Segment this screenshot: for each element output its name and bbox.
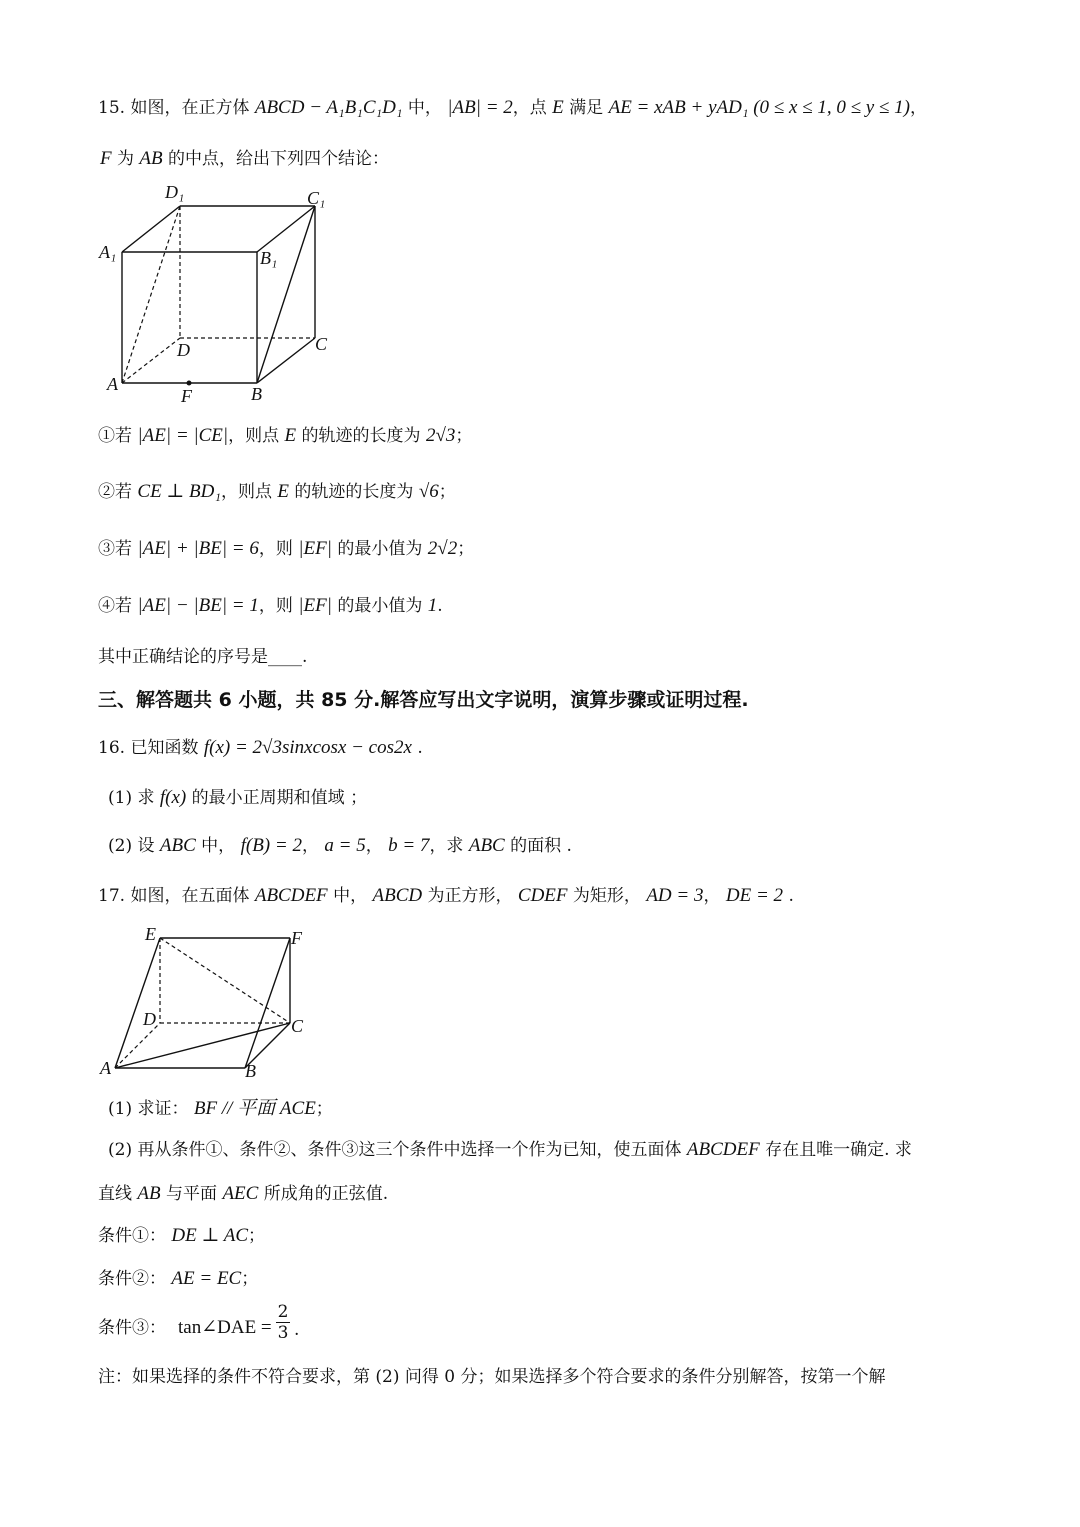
label-d: D: [143, 1009, 156, 1029]
q17-text: 中，: [327, 886, 373, 906]
q16-p2-text: ，: [301, 836, 325, 856]
c2-text: ；: [438, 482, 456, 502]
c3-ef: |EF|: [298, 538, 332, 559]
q16-text: 16. 已知函数: [98, 738, 204, 758]
vector-condition: AE = xAB + yAD₁ (0 ≤ x ≤ 1, 0 ≤ y ≤ 1): [608, 97, 910, 118]
point-f: F: [100, 148, 112, 169]
label-a: A: [107, 374, 118, 394]
c1-text: 的轨迹的长度为: [296, 426, 426, 446]
square-name: ABCD: [372, 885, 423, 906]
c4-math: |AE| − |BE| = 1: [137, 595, 259, 616]
label-c: C: [315, 334, 328, 354]
segment-ab: AB: [139, 148, 163, 169]
c3-text: ③若: [98, 539, 138, 559]
q17-p1-text: (1) 求证：: [108, 1099, 194, 1119]
de-length: DE = 2: [725, 885, 784, 906]
q15-text: 为: [111, 149, 140, 169]
cond2-math: AE = EC: [171, 1268, 242, 1289]
q16-p1-text: 的最小正周期和值域 ；: [186, 788, 368, 808]
label-d1: D₁: [165, 182, 185, 202]
edge-ad: [122, 338, 180, 383]
edge-bc: [257, 338, 315, 383]
q17-line1: [98, 884, 794, 908]
c3-text: ，则: [258, 539, 299, 559]
q17-p2-text: 存在且唯一确定. 求: [759, 1140, 912, 1160]
edge-a1d1: [122, 206, 180, 252]
q15-line1: [98, 96, 927, 120]
diag-ad1: [122, 206, 180, 383]
c4-text: .: [437, 596, 443, 616]
q17-p2-text: (2) 再从条件①、条件②、条件③这三个条件中选择一个作为已知，使五面体: [108, 1140, 687, 1160]
c1-text: ①若: [98, 426, 138, 446]
cond3-text: .: [294, 1320, 300, 1340]
edge-b1c1: [257, 206, 315, 252]
conclusion-4: [98, 594, 443, 618]
q17-text: 为矩形，: [567, 886, 647, 906]
label-b: B: [245, 1061, 256, 1081]
q16-p2-text: ，: [365, 836, 389, 856]
q17-text: .: [783, 886, 794, 906]
conclusion-2: [98, 480, 456, 504]
cond3-math: tan∠DAE =: [178, 1317, 272, 1338]
cond3-fraction: [276, 1302, 290, 1343]
c3-text: 的最小值为: [331, 539, 428, 559]
label-b1: B₁: [260, 248, 278, 268]
q17-note: 注：如果选择的条件不符合要求，第 (2) 问得 0 分；如果选择多个符合要求的条件分别解答，按第一个解: [98, 1367, 886, 1387]
q16-p2-text: 的面积 .: [504, 836, 572, 856]
q15-text: 的中点，给出下列四个结论：: [162, 149, 390, 169]
cond2-text: ；: [241, 1269, 259, 1289]
conclusion-1: [98, 424, 472, 448]
point-e: E: [552, 97, 564, 118]
edge-bf: [245, 938, 290, 1068]
q16-part2: [108, 834, 572, 858]
c4-value: 1: [427, 595, 438, 616]
q15-text: 满足: [563, 98, 609, 118]
fraction-numerator: 2: [277, 1302, 289, 1322]
q17-p2-text: 所成角的正弦值.: [258, 1184, 389, 1204]
solid-name: ABCDEF: [254, 885, 328, 906]
edge-ac: [115, 1023, 290, 1068]
section-heading: 三、解答题共 6 小题，共 85 分.解答应写出文字说明，演算步骤或证明过程.: [98, 689, 749, 711]
side-a: a = 5: [324, 835, 366, 856]
ab-length: |AB| = 2: [447, 97, 513, 118]
q16-p2-text: (2) 设: [108, 836, 160, 856]
c1-text: ，则点: [228, 426, 285, 446]
label-a1: A₁: [99, 242, 117, 262]
c3-value: 2√2: [427, 538, 458, 559]
conclusion-3: [98, 537, 474, 561]
side-b: b = 7: [388, 835, 430, 856]
q16-p1-math: f(x): [159, 787, 187, 808]
c2-e: E: [277, 481, 290, 502]
c2-text: 的轨迹的长度为: [289, 482, 419, 502]
q16-function: f(x) = 2√3sinxcosx − cos2x: [203, 737, 412, 758]
q16-p2-text: ，求: [429, 836, 469, 856]
label-f: F: [181, 386, 192, 406]
q15-text: ，点: [512, 98, 553, 118]
condition-2: [98, 1267, 258, 1291]
label-f: F: [291, 928, 302, 948]
rect-name: CDEF: [517, 885, 568, 906]
q15-text: 中，: [402, 98, 448, 118]
q16-text: .: [411, 738, 423, 758]
c3-text: ；: [457, 539, 475, 559]
q17-p2-text: 直线: [98, 1184, 138, 1204]
q17-text: 为正方形，: [422, 886, 518, 906]
cond1-text: ；: [248, 1226, 266, 1246]
c2-value: √6: [418, 481, 439, 502]
pentahedron-figure: [95, 920, 345, 1085]
q16-line1: [98, 736, 423, 760]
q17-p2-text: 与平面: [160, 1184, 223, 1204]
c1-text: ；: [455, 426, 473, 446]
c4-text: 的最小值为: [331, 596, 428, 616]
cube-name: ABCD − A₁B₁C₁D₁: [254, 97, 403, 118]
c3-math: |AE| + |BE| = 6: [137, 538, 259, 559]
q15-text: ，: [909, 98, 927, 118]
label-e: E: [145, 924, 156, 944]
q17-part1: [108, 1097, 333, 1121]
cond2-label: 条件②：: [98, 1269, 172, 1289]
c4-ef: |EF|: [298, 595, 332, 616]
q15-text: 15. 如图，在正方体: [98, 98, 255, 118]
edge-ae: [115, 938, 160, 1068]
cube-figure: [95, 178, 345, 408]
c1-math: |AE| = |CE|: [137, 425, 229, 446]
c4-text: ④若: [98, 596, 138, 616]
label-d: D: [177, 340, 190, 360]
line-ab: AB: [137, 1183, 161, 1204]
q16-p1-text: (1) 求: [108, 788, 160, 808]
c1-value: 2√3: [425, 425, 456, 446]
q17-part2-line2: [98, 1182, 388, 1206]
q16-part1: [108, 786, 367, 810]
q17-p1-text: ；: [315, 1099, 333, 1119]
solid-name: ABCDEF: [686, 1139, 760, 1160]
fraction-denominator: 3: [277, 1323, 289, 1343]
plane-aec: AEC: [222, 1183, 259, 1204]
cond3-label: 条件③：: [98, 1318, 166, 1338]
condition-1: [98, 1224, 265, 1248]
q17-part2-line1: [108, 1138, 912, 1162]
label-a: A: [100, 1058, 111, 1078]
q16-p2-text: 中，: [195, 836, 241, 856]
f-of-b: f(B) = 2: [240, 835, 302, 856]
q15-ask: [98, 645, 307, 669]
edge-ec: [160, 938, 290, 1023]
c1-e: E: [284, 425, 297, 446]
label-c: C: [291, 1016, 304, 1036]
ad-length: AD = 3: [646, 885, 704, 906]
q17-p1-math: BF // 平面 ACE: [193, 1098, 316, 1119]
label-c1: C₁: [307, 188, 326, 208]
diag-bc1: [257, 206, 315, 383]
c2-text: ②若: [98, 482, 138, 502]
c2-math: CE ⊥ BD₁: [137, 481, 221, 502]
cond1-math: DE ⊥ AC: [171, 1225, 249, 1246]
q15-line2: [100, 147, 389, 171]
c4-text: ，则: [258, 596, 299, 616]
c2-text: ，则点: [221, 482, 278, 502]
triangle-abc: ABC: [159, 835, 196, 856]
label-b: B: [251, 384, 262, 404]
triangle-abc: ABC: [468, 835, 505, 856]
q17-text: ，: [703, 886, 726, 906]
q17-text: 17. 如图，在五面体: [98, 886, 255, 906]
edge-ad: [115, 1023, 160, 1068]
cond1-label: 条件①：: [98, 1226, 172, 1246]
ask-text: 其中正确结论的序号是____.: [98, 647, 308, 667]
point-f-dot: [187, 381, 192, 386]
